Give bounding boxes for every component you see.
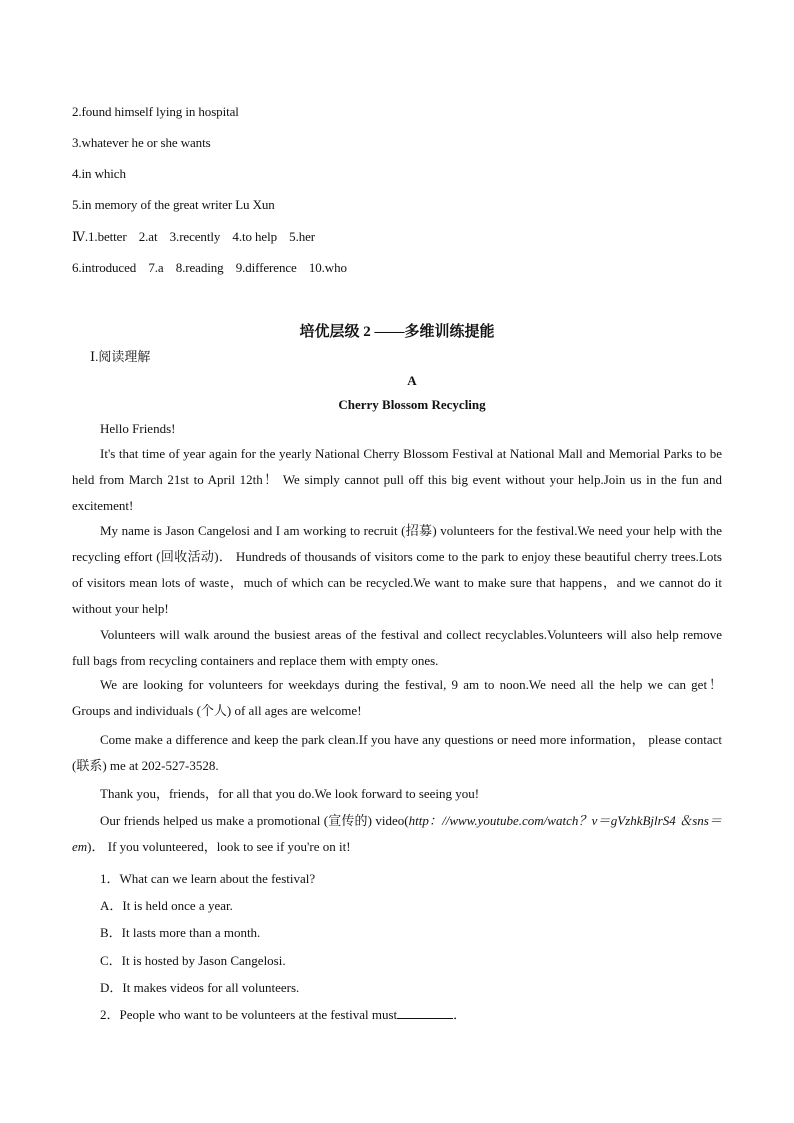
answer-line: 3.whatever he or she wants bbox=[72, 135, 211, 150]
question-2 bbox=[100, 1004, 466, 1023]
answer-item: 6.introduced bbox=[72, 260, 137, 275]
answer-item: 9.difference bbox=[235, 260, 297, 275]
passage-title: Cherry Blossom Recycling bbox=[338, 397, 486, 412]
passage-paragraph: We are looking for volunteers for weekdays during the festival, 9 am to noon.We need all the help we can get！ Groups and individuals (个人) of all ages are welcome! bbox=[72, 677, 722, 718]
question-1: 1．What can we learn about the festival? bbox=[100, 871, 316, 886]
passage-text: Our friends helped us make a promotional (宣传的) video( bbox=[100, 813, 409, 828]
part-label: Ⅰ.阅读理解 bbox=[90, 349, 151, 364]
answer-item: 8.reading bbox=[175, 260, 224, 275]
passage-paragraph bbox=[72, 808, 722, 860]
answer-blank[interactable] bbox=[397, 1007, 453, 1019]
answer-item: 7.a bbox=[148, 260, 164, 275]
video-link[interactable]: http：//www.youtube.com/watch？v＝gVzhkBjlrS4 ＆sns＝em bbox=[72, 813, 722, 854]
answer-item: 5.her bbox=[289, 229, 316, 244]
answer-line: 4.in which bbox=[72, 166, 126, 181]
answer-row-iv bbox=[72, 229, 324, 245]
section-title: 培优层级 2 ——多维训练提能 bbox=[299, 324, 495, 340]
passage-greeting: Hello Friends! bbox=[100, 421, 176, 436]
answer-line: 5.in memory of the great writer Lu Xun bbox=[72, 197, 275, 212]
answer-item: 2.at bbox=[138, 229, 158, 244]
passage-paragraph: Volunteers will walk around the busiest areas of the festival and collect recyclables.Volunteers will also help remove full bags from recycling containers and replace them with empty ones. bbox=[72, 627, 722, 668]
answer-line: 2.found himself lying in hospital bbox=[72, 104, 239, 119]
passage-paragraph: My name is Jason Cangelosi and I am working to recruit (招募) volunteers for the festival.We need your help with the recycling effort (回收活动)． Hundreds of thousands of visitors come to the park to enjoy these beautiful cherry trees.Lots of visitors mean lots of waste，much of which can be recycled.We want to make sure that happens，and we cannot do it without your help! bbox=[72, 523, 722, 616]
passage-letter: A bbox=[407, 373, 417, 388]
answer-item: 3.recently bbox=[169, 229, 221, 244]
answer-item: 10.who bbox=[308, 260, 347, 275]
passage-paragraph: Come make a difference and keep the park clean.If you have any questions or need more information， please contact (联系) me at 202-527-3528. bbox=[72, 732, 722, 773]
passage-paragraph: It's that time of year again for the yearly National Cherry Blossom Festival at National Mall and Memorial Parks to be held from March 21st to April 12th！ We simply cannot pull off this big event without your help.Join us in the fun and excitement! bbox=[72, 446, 722, 513]
answer-row-6-10 bbox=[72, 260, 356, 276]
question-end: ． bbox=[453, 1007, 467, 1022]
passage-paragraph: Thank you，friends，for all that you do.We look forward to seeing you! bbox=[100, 786, 480, 801]
option-d[interactable]: D．It makes videos for all volunteers. bbox=[100, 980, 300, 995]
option-b[interactable]: B．It lasts more than a month. bbox=[100, 925, 261, 940]
passage-text: )． If you volunteered，look to see if you're on it! bbox=[87, 839, 351, 854]
question-text: 2．People who want to be volunteers at the festival must bbox=[100, 1007, 398, 1022]
answer-item: 4.to help bbox=[232, 229, 278, 244]
answer-item: Ⅳ.1.better bbox=[72, 229, 127, 244]
option-a[interactable]: A．It is held once a year. bbox=[100, 898, 233, 913]
option-c[interactable]: C．It is hosted by Jason Cangelosi. bbox=[100, 953, 286, 968]
